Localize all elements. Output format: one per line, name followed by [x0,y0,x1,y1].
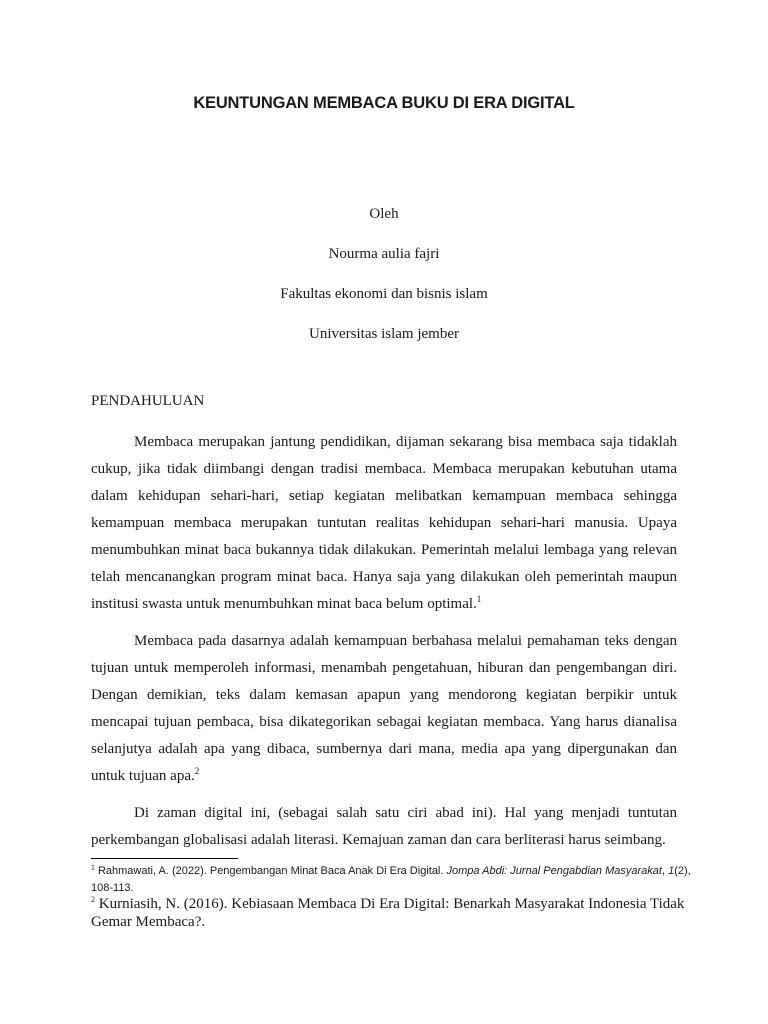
paragraph [91,800,677,854]
paragraph-text: Membaca pada dasarnya adalah kemampuan berbahasa melalui pemahaman teks dengan tujuan untuk memperoleh informasi, menambah pengetahuan, hiburan dan pengembangan diri. Dengan demikian, teks dalam kemasan apapun yang mendorong kegiatan berpikir untuk mencapai tujuan pembaca, bisa dikategorikan sebagai kegiatan membaca. Yang harus dianalisa selanjutya adalah apa yang dibaca, sumbernya dari mana, media apa yang dipergunakan dan untuk tujuan apa. [91,633,677,784]
footnote-issue: (2) [674,865,688,877]
document-title: KEUNTUNGAN MEMBACA BUKU DI ERA DIGITAL [193,94,575,112]
byline-faculty: Fakultas ekonomi dan bisnis islam [280,286,488,302]
body-text [91,429,677,864]
byline [0,194,768,354]
paragraph [91,628,677,790]
footnote-sep: , [661,865,669,877]
footnote-2 [91,895,691,931]
footnote-mark: 1 [91,864,95,872]
section-heading: PENDAHULUAN [91,393,205,409]
paragraph [91,429,677,618]
footnote-1 [91,863,691,897]
footnote-separator [91,858,238,859]
footnote-ref[interactable]: 1 [476,594,482,604]
footnote-pages: , 108-113. [91,865,691,894]
byline-author: Nourma aulia fajri [328,246,440,262]
byline-university: Universitas islam jember [309,326,459,342]
footnote-text: Kurniasih, N. (2016). Kebiasaan Membaca Di Era Digital: Benarkah Masyarakat Indonesia Tidak Gemar Membaca?. [91,896,685,930]
footnote-journal: Jompa Abdi: Jurnal Pengabdian Masyarakat [446,865,662,877]
byline-by: Oleh [369,206,399,222]
paragraph-text: Di zaman digital ini, (sebagai salah satu ciri abad ini). Hal yang menjadi tuntutan perkembangan globalisasi adalah literasi. Kemajuan zaman dan cara berliterasi harus seimbang. [91,805,677,848]
paragraph-text: Membaca merupakan jantung pendidikan, dijaman sekarang bisa membaca saja tidaklah cukup, jika tidak diimbangi dengan tradisi membaca. Membaca merupakan kebutuhan utama dalam kehidupan sehari-hari, setiap kegiatan melibatkan kemampuan membaca sehingga kemampuan membaca merupakan tuntutan realitas kehidupan sehari-hari manusia. Upaya menumbuhkan minat baca bukannya tidak dilakukan. Pemerintah melalui lembaga yang relevan telah mencanangkan program minat baca. Hanya saja yang dilakukan oleh pemerintah maupun institusi swasta untuk menumbuhkan minat baca belum optimal. [91,434,677,612]
footnote-prefix: Rahmawati, A. (2022). Pengembangan Minat Baca Anak Di Era Digital. [97,865,447,877]
footnote-ref[interactable]: 2 [194,766,200,776]
footnote-mark: 2 [91,895,95,904]
footnote-volume: 1 [668,865,675,877]
